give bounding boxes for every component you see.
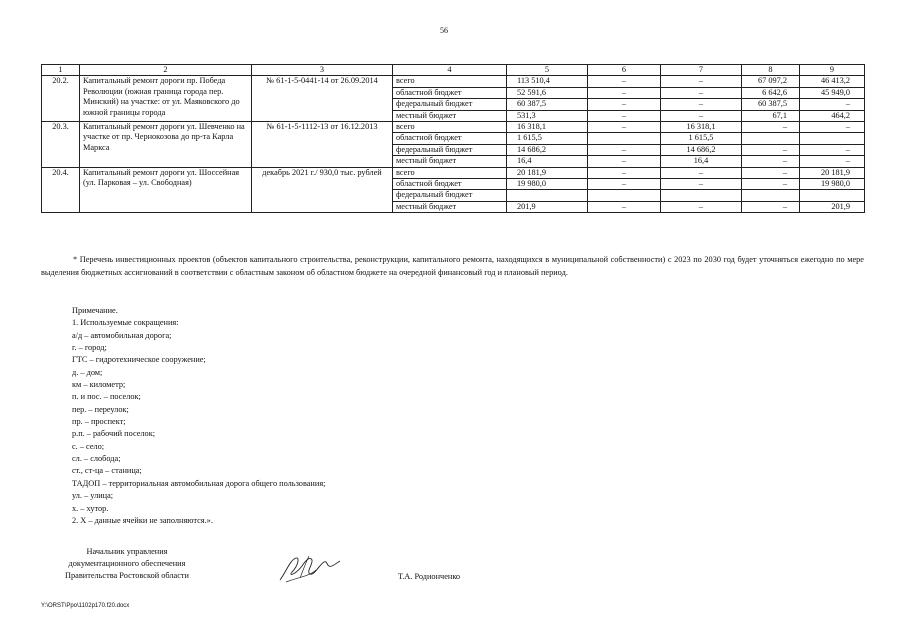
note-line: км – километр; bbox=[72, 380, 126, 390]
amount-cell bbox=[800, 190, 865, 201]
amount-cell: – bbox=[742, 179, 800, 190]
note-line: ГТС – гидротехническое сооружение; bbox=[72, 355, 206, 365]
funding-source: всего bbox=[393, 122, 507, 133]
project-name: Капитальный ремонт дороги ул. Шевченко на участке от пр. Чернокозова до пр-та Карла Маркса bbox=[80, 122, 252, 168]
column-number: 4 bbox=[393, 65, 507, 76]
amount-cell: 6 642,6 bbox=[742, 87, 800, 98]
amount-cell: 201,9 bbox=[800, 201, 865, 212]
funding-source: местный бюджет bbox=[393, 201, 507, 212]
project-document: № 61-1-5-0441-14 от 26.09.2014 bbox=[252, 76, 393, 122]
note-line: сл. – слобода; bbox=[72, 454, 121, 464]
funding-source: всего bbox=[393, 167, 507, 178]
column-number: 2 bbox=[80, 65, 252, 76]
amount-cell: 16,4 bbox=[661, 156, 742, 167]
amount-cell: – bbox=[742, 144, 800, 155]
amount-cell: 46 413,2 bbox=[800, 76, 865, 87]
amount-cell bbox=[661, 190, 742, 201]
amount-cell: 67 097,2 bbox=[742, 76, 800, 87]
funding-source: всего bbox=[393, 76, 507, 87]
amount-cell: – bbox=[742, 167, 800, 178]
table-row bbox=[42, 76, 865, 87]
amount-cell: – bbox=[661, 167, 742, 178]
amount-cell bbox=[742, 190, 800, 201]
item-number: 20.4. bbox=[42, 167, 80, 213]
amount-cell: – bbox=[588, 179, 661, 190]
amount-cell: – bbox=[742, 122, 800, 133]
project-name: Капитальный ремонт дороги ул. Шоссейная (ул. Парковая – ул. Свободная) bbox=[80, 167, 252, 213]
note-line: ТАДОП – территориальная автомобильная дорога общего пользования; bbox=[72, 478, 326, 488]
amount-cell: 52 591,6 bbox=[507, 87, 588, 98]
amount-cell: 531,3 bbox=[507, 110, 588, 121]
note-line: г. – город; bbox=[72, 343, 107, 353]
position-line: Начальник управления bbox=[86, 547, 168, 556]
amount-cell bbox=[800, 133, 865, 144]
note-line: 2. Х – данные ячейки не заполняются.». bbox=[72, 515, 213, 525]
column-number: 7 bbox=[661, 65, 742, 76]
amount-cell: 14 686,2 bbox=[661, 144, 742, 155]
note-line: х. – хутор. bbox=[72, 503, 109, 513]
amount-cell: – bbox=[661, 110, 742, 121]
amount-cell: 16 318,1 bbox=[507, 122, 588, 133]
amount-cell: 113 510,4 bbox=[507, 76, 588, 87]
project-document: № 61-1-5-1112-13 от 16.12.2013 bbox=[252, 122, 393, 168]
funding-source: областной бюджет bbox=[393, 133, 507, 144]
amount-cell: 14 686,2 bbox=[507, 144, 588, 155]
amount-cell: – bbox=[742, 201, 800, 212]
note-line: а/д – автомобильная дорога; bbox=[72, 330, 172, 340]
column-number: 3 bbox=[252, 65, 393, 76]
table-header-row bbox=[42, 65, 865, 76]
amount-cell: 67,1 bbox=[742, 110, 800, 121]
amount-cell bbox=[588, 133, 661, 144]
amount-cell: – bbox=[588, 76, 661, 87]
amount-cell: – bbox=[742, 156, 800, 167]
investment-projects-table bbox=[41, 64, 865, 213]
amount-cell: – bbox=[800, 156, 865, 167]
funding-source: федеральный бюджет bbox=[393, 190, 507, 201]
amount-cell: – bbox=[661, 201, 742, 212]
signatory-position bbox=[41, 546, 213, 582]
column-number: 9 bbox=[800, 65, 865, 76]
amount-cell: 1 615,5 bbox=[507, 133, 588, 144]
amount-cell: 20 181,9 bbox=[507, 167, 588, 178]
signatory-name: Т.А. Родионченко bbox=[398, 572, 461, 581]
column-number: 8 bbox=[742, 65, 800, 76]
funding-source: федеральный бюджет bbox=[393, 99, 507, 110]
note-line: р.п. – рабочий поселок; bbox=[72, 429, 156, 439]
project-name: Капитальный ремонт дороги пр. Победа Революции (южная граница города пер. Минский) на участке: от ул. Маяковского до южной границы города bbox=[80, 76, 252, 122]
amount-cell: 20 181,9 bbox=[800, 167, 865, 178]
position-line: Правительства Ростовской области bbox=[65, 571, 189, 580]
funding-source: областной бюджет bbox=[393, 179, 507, 190]
note-line: ул. – улица; bbox=[72, 491, 114, 501]
amount-cell: 19 980,0 bbox=[507, 179, 588, 190]
amount-cell: – bbox=[800, 144, 865, 155]
amount-cell bbox=[507, 190, 588, 201]
column-number: 6 bbox=[588, 65, 661, 76]
amount-cell: – bbox=[588, 110, 661, 121]
item-number: 20.3. bbox=[42, 122, 80, 168]
item-number: 20.2. bbox=[42, 76, 80, 122]
handwritten-signature bbox=[276, 552, 344, 586]
amount-cell: – bbox=[800, 122, 865, 133]
amount-cell: – bbox=[588, 167, 661, 178]
amount-cell: – bbox=[661, 76, 742, 87]
project-document: декабрь 2021 г./ 930,0 тыс. рублей bbox=[252, 167, 393, 213]
amount-cell: – bbox=[800, 99, 865, 110]
amount-cell: – bbox=[588, 87, 661, 98]
amount-cell: – bbox=[661, 99, 742, 110]
amount-cell: 45 949,0 bbox=[800, 87, 865, 98]
amount-cell: – bbox=[661, 179, 742, 190]
funding-source: федеральный бюджет bbox=[393, 144, 507, 155]
file-path: Y:\ORST\Ppo\1102p170.f20.docx bbox=[41, 603, 130, 609]
amount-cell: 1 615,5 bbox=[661, 133, 742, 144]
note-line: 1. Используемые сокращения: bbox=[72, 318, 179, 328]
amount-cell: 201,9 bbox=[507, 201, 588, 212]
funding-source: областной бюджет bbox=[393, 87, 507, 98]
note-line: Примечание. bbox=[72, 306, 118, 315]
column-number: 1 bbox=[42, 65, 80, 76]
amount-cell: 16,4 bbox=[507, 156, 588, 167]
notes-section bbox=[72, 305, 325, 527]
note-line: с. – село; bbox=[72, 441, 105, 451]
footnote: * Перечень инвестиционных проектов (объектов капитального строительства, реконструкции, капитального ремонта, находящихся в муниципальной собственности) с 2023 по 2030 год будет уточняться ежегодно по мере выделения бюджетных ассигнований в соответствии с областным законом об областном бюджете на очередной финансовый год и плановый период. bbox=[41, 255, 864, 277]
note-line: д. – дом; bbox=[72, 367, 103, 377]
table-row bbox=[42, 122, 865, 133]
funding-source: местный бюджет bbox=[393, 156, 507, 167]
amount-cell: – bbox=[588, 144, 661, 155]
note-line: пер. – переулок; bbox=[72, 404, 129, 414]
position-line: документационного обеспечения bbox=[68, 559, 186, 568]
amount-cell: – bbox=[588, 156, 661, 167]
amount-cell: 16 318,1 bbox=[661, 122, 742, 133]
column-number: 5 bbox=[507, 65, 588, 76]
note-line: ст., ст-ца – станица; bbox=[72, 466, 142, 476]
amount-cell: – bbox=[588, 201, 661, 212]
amount-cell: – bbox=[661, 87, 742, 98]
table-row bbox=[42, 167, 865, 178]
note-line: п. и пос. – поселок; bbox=[72, 392, 141, 402]
amount-cell: – bbox=[588, 122, 661, 133]
amount-cell: 464,2 bbox=[800, 110, 865, 121]
funding-source: местный бюджет bbox=[393, 110, 507, 121]
page-number: 56 bbox=[440, 26, 448, 35]
amount-cell: 60 387,5 bbox=[742, 99, 800, 110]
amount-cell: – bbox=[588, 99, 661, 110]
note-line: пр. – проспект; bbox=[72, 417, 126, 427]
amount-cell: 19 980,0 bbox=[800, 179, 865, 190]
amount-cell bbox=[742, 133, 800, 144]
amount-cell bbox=[588, 190, 661, 201]
amount-cell: 60 387,5 bbox=[507, 99, 588, 110]
